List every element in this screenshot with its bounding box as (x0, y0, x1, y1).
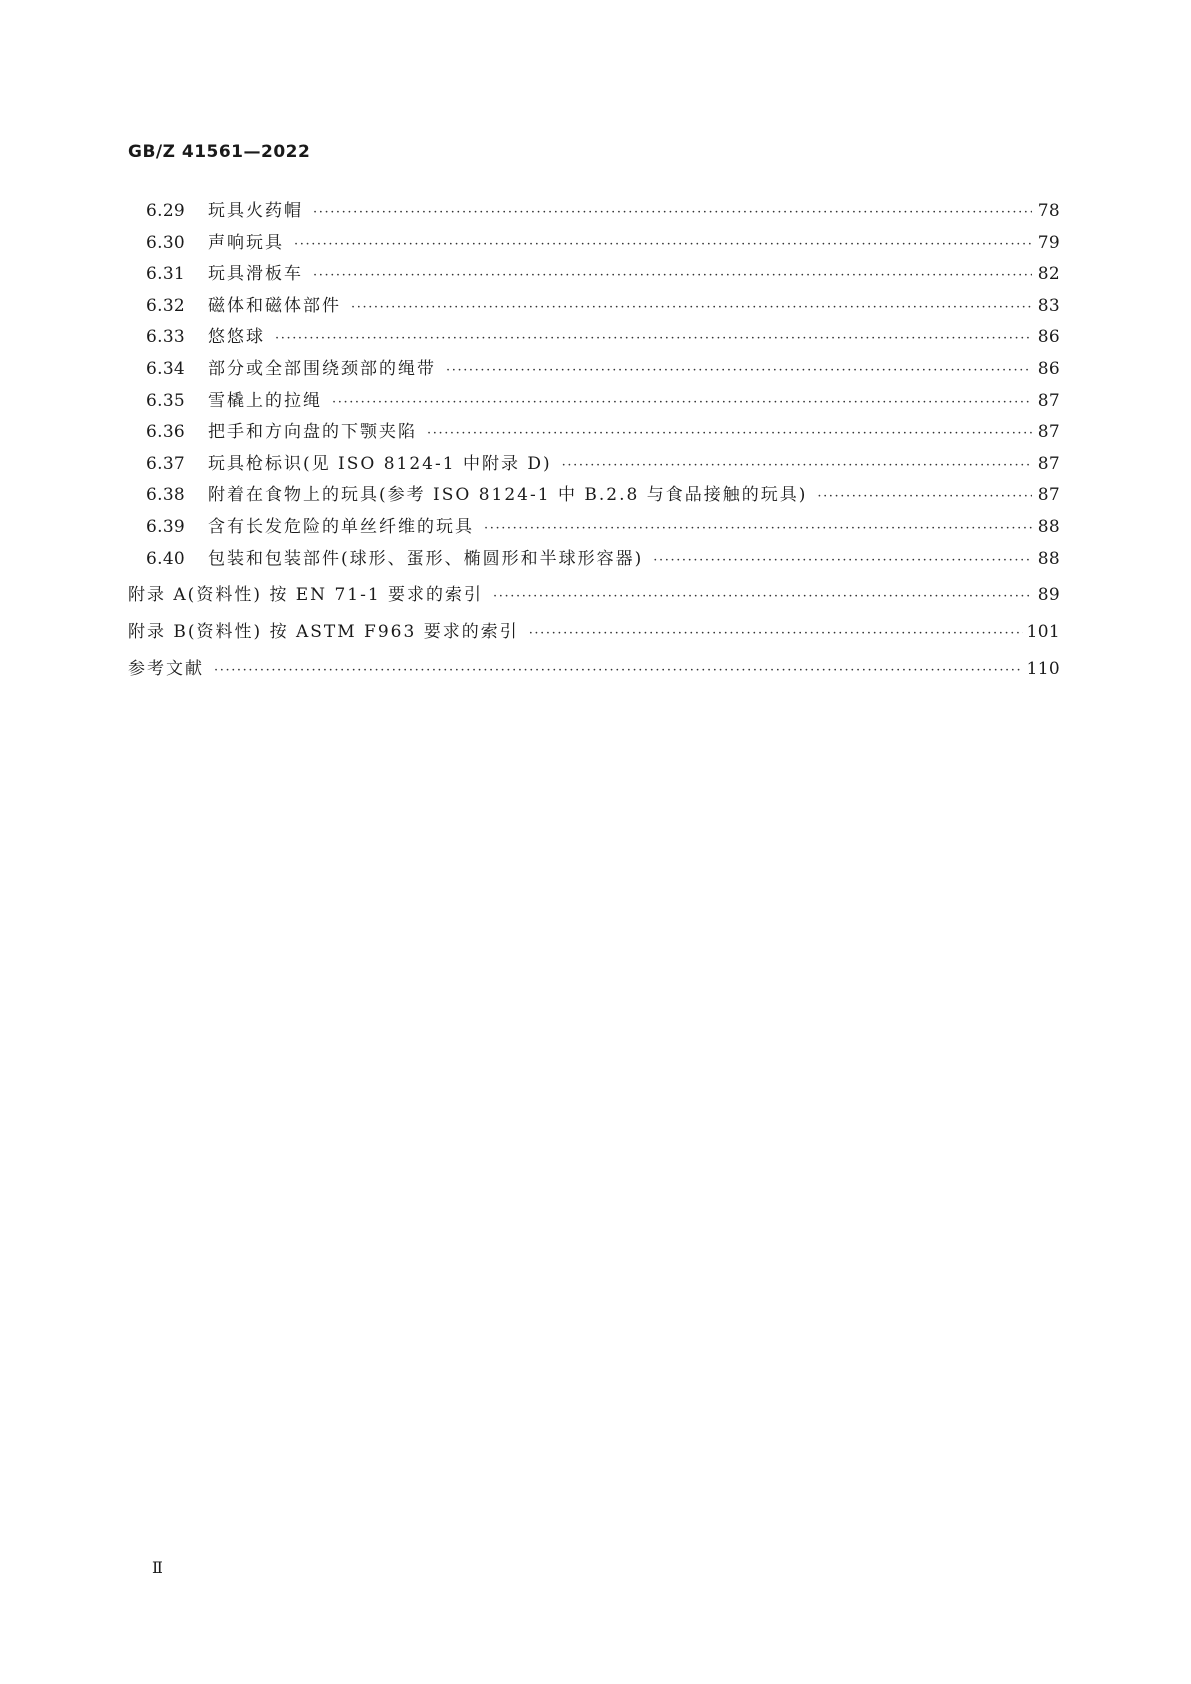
toc-entry-6-32[interactable] (128, 291, 1060, 323)
toc-entry-6-40[interactable] (128, 544, 1060, 576)
toc-dot-leader (313, 205, 1032, 220)
toc-entry-label: 玩具枪标识(见 ISO 8124-1 中附录 D) (208, 453, 552, 474)
toc-dot-leader (529, 626, 1023, 641)
toc-dot-leader (484, 521, 1032, 536)
toc-entry-number: 6.32 (146, 295, 186, 316)
toc-entry-page: 82 (1037, 264, 1060, 285)
toc-entry-6-29[interactable] (128, 196, 1060, 228)
toc-dot-leader (817, 489, 1032, 504)
toc-entry-label: 玩具滑板车 (208, 264, 303, 285)
toc-entry-page: 87 (1037, 422, 1060, 443)
toc-entry-6-34[interactable] (128, 354, 1060, 386)
toc-entry-label: 含有长发危险的单丝纤维的玩具 (208, 516, 474, 537)
toc-entry-6-30[interactable] (128, 228, 1060, 260)
toc-entry-label: 参考文献 (128, 659, 204, 680)
toc-entry-6-36[interactable] (128, 417, 1060, 449)
toc-entry-label: 附着在食物上的玩具(参考 ISO 8124-1 中 B.2.8 与食品接触的玩具) (208, 485, 808, 506)
toc-entry-label: 把手和方向盘的下颚夹陷 (208, 422, 417, 443)
toc-entry-appendix-a[interactable] (128, 580, 1060, 617)
toc-entry-label: 雪橇上的拉绳 (208, 390, 322, 411)
toc-entry-appendix-b[interactable] (128, 617, 1060, 654)
toc-entry-label: 声响玩具 (208, 232, 284, 253)
toc-entry-label: 部分或全部围绕颈部的绳带 (208, 358, 436, 379)
toc-entry-page: 89 (1037, 585, 1060, 606)
toc-entry-page: 83 (1037, 295, 1060, 316)
toc-dot-leader (294, 237, 1032, 252)
toc-entry-number: 6.31 (146, 264, 186, 285)
toc-entry-label: 附录 A(资料性) 按 EN 71-1 要求的索引 (128, 585, 484, 606)
toc-entry-6-31[interactable] (128, 259, 1060, 291)
toc-entry-label: 包装和包装部件(球形、蛋形、椭圆形和半球形容器) (208, 548, 644, 569)
toc-entry-number: 6.30 (146, 232, 186, 253)
toc-entry-references[interactable] (128, 654, 1060, 691)
toc-entry-number: 6.38 (146, 485, 186, 506)
toc-entry-number: 6.39 (146, 516, 186, 537)
toc-dot-leader (351, 300, 1032, 315)
toc-entry-page: 101 (1026, 622, 1060, 643)
toc-entry-number: 6.40 (146, 548, 186, 569)
page-number: Ⅱ (152, 1558, 163, 1577)
toc-entry-page: 87 (1037, 485, 1060, 506)
toc-entry-6-38[interactable] (128, 480, 1060, 512)
toc-entry-6-33[interactable] (128, 322, 1060, 354)
toc-dot-leader (313, 268, 1032, 283)
toc-entry-page: 87 (1037, 453, 1060, 474)
document-code: GB/Z 41561—2022 (128, 142, 311, 162)
toc-entry-page: 79 (1037, 232, 1060, 253)
toc-entry-label: 磁体和磁体部件 (208, 295, 341, 316)
toc-entry-number: 6.29 (146, 201, 186, 221)
toc-entry-number: 6.34 (146, 358, 186, 379)
toc-entry-page: 86 (1037, 358, 1060, 379)
toc-entry-number: 6.35 (146, 390, 186, 411)
toc-entry-6-37[interactable] (128, 449, 1060, 481)
toc-entry-page: 87 (1037, 390, 1060, 411)
toc-entry-page: 88 (1037, 548, 1060, 569)
toc-entry-label: 玩具火药帽 (208, 201, 303, 221)
toc-entry-6-39[interactable] (128, 512, 1060, 544)
toc-dot-leader (493, 589, 1032, 604)
toc-dot-leader (427, 426, 1032, 441)
toc-entry-6-35[interactable] (128, 386, 1060, 418)
toc-entry-page: 78 (1037, 201, 1060, 221)
toc-entry-page: 88 (1037, 516, 1060, 537)
toc-dot-leader (562, 458, 1032, 473)
toc-dot-leader (446, 363, 1032, 378)
toc-entry-number: 6.37 (146, 453, 186, 474)
toc-entry-label: 附录 B(资料性) 按 ASTM F963 要求的索引 (128, 622, 519, 643)
toc-entry-page: 110 (1026, 659, 1060, 680)
toc-entry-page: 86 (1037, 327, 1060, 348)
toc-dot-leader (214, 663, 1023, 678)
toc-entry-number: 6.33 (146, 327, 186, 348)
table-of-contents (128, 196, 1060, 691)
toc-dot-leader (275, 331, 1032, 346)
toc-entry-label: 悠悠球 (208, 327, 265, 348)
toc-dot-leader (653, 553, 1032, 568)
toc-dot-leader (332, 395, 1032, 410)
toc-entry-number: 6.36 (146, 422, 186, 443)
